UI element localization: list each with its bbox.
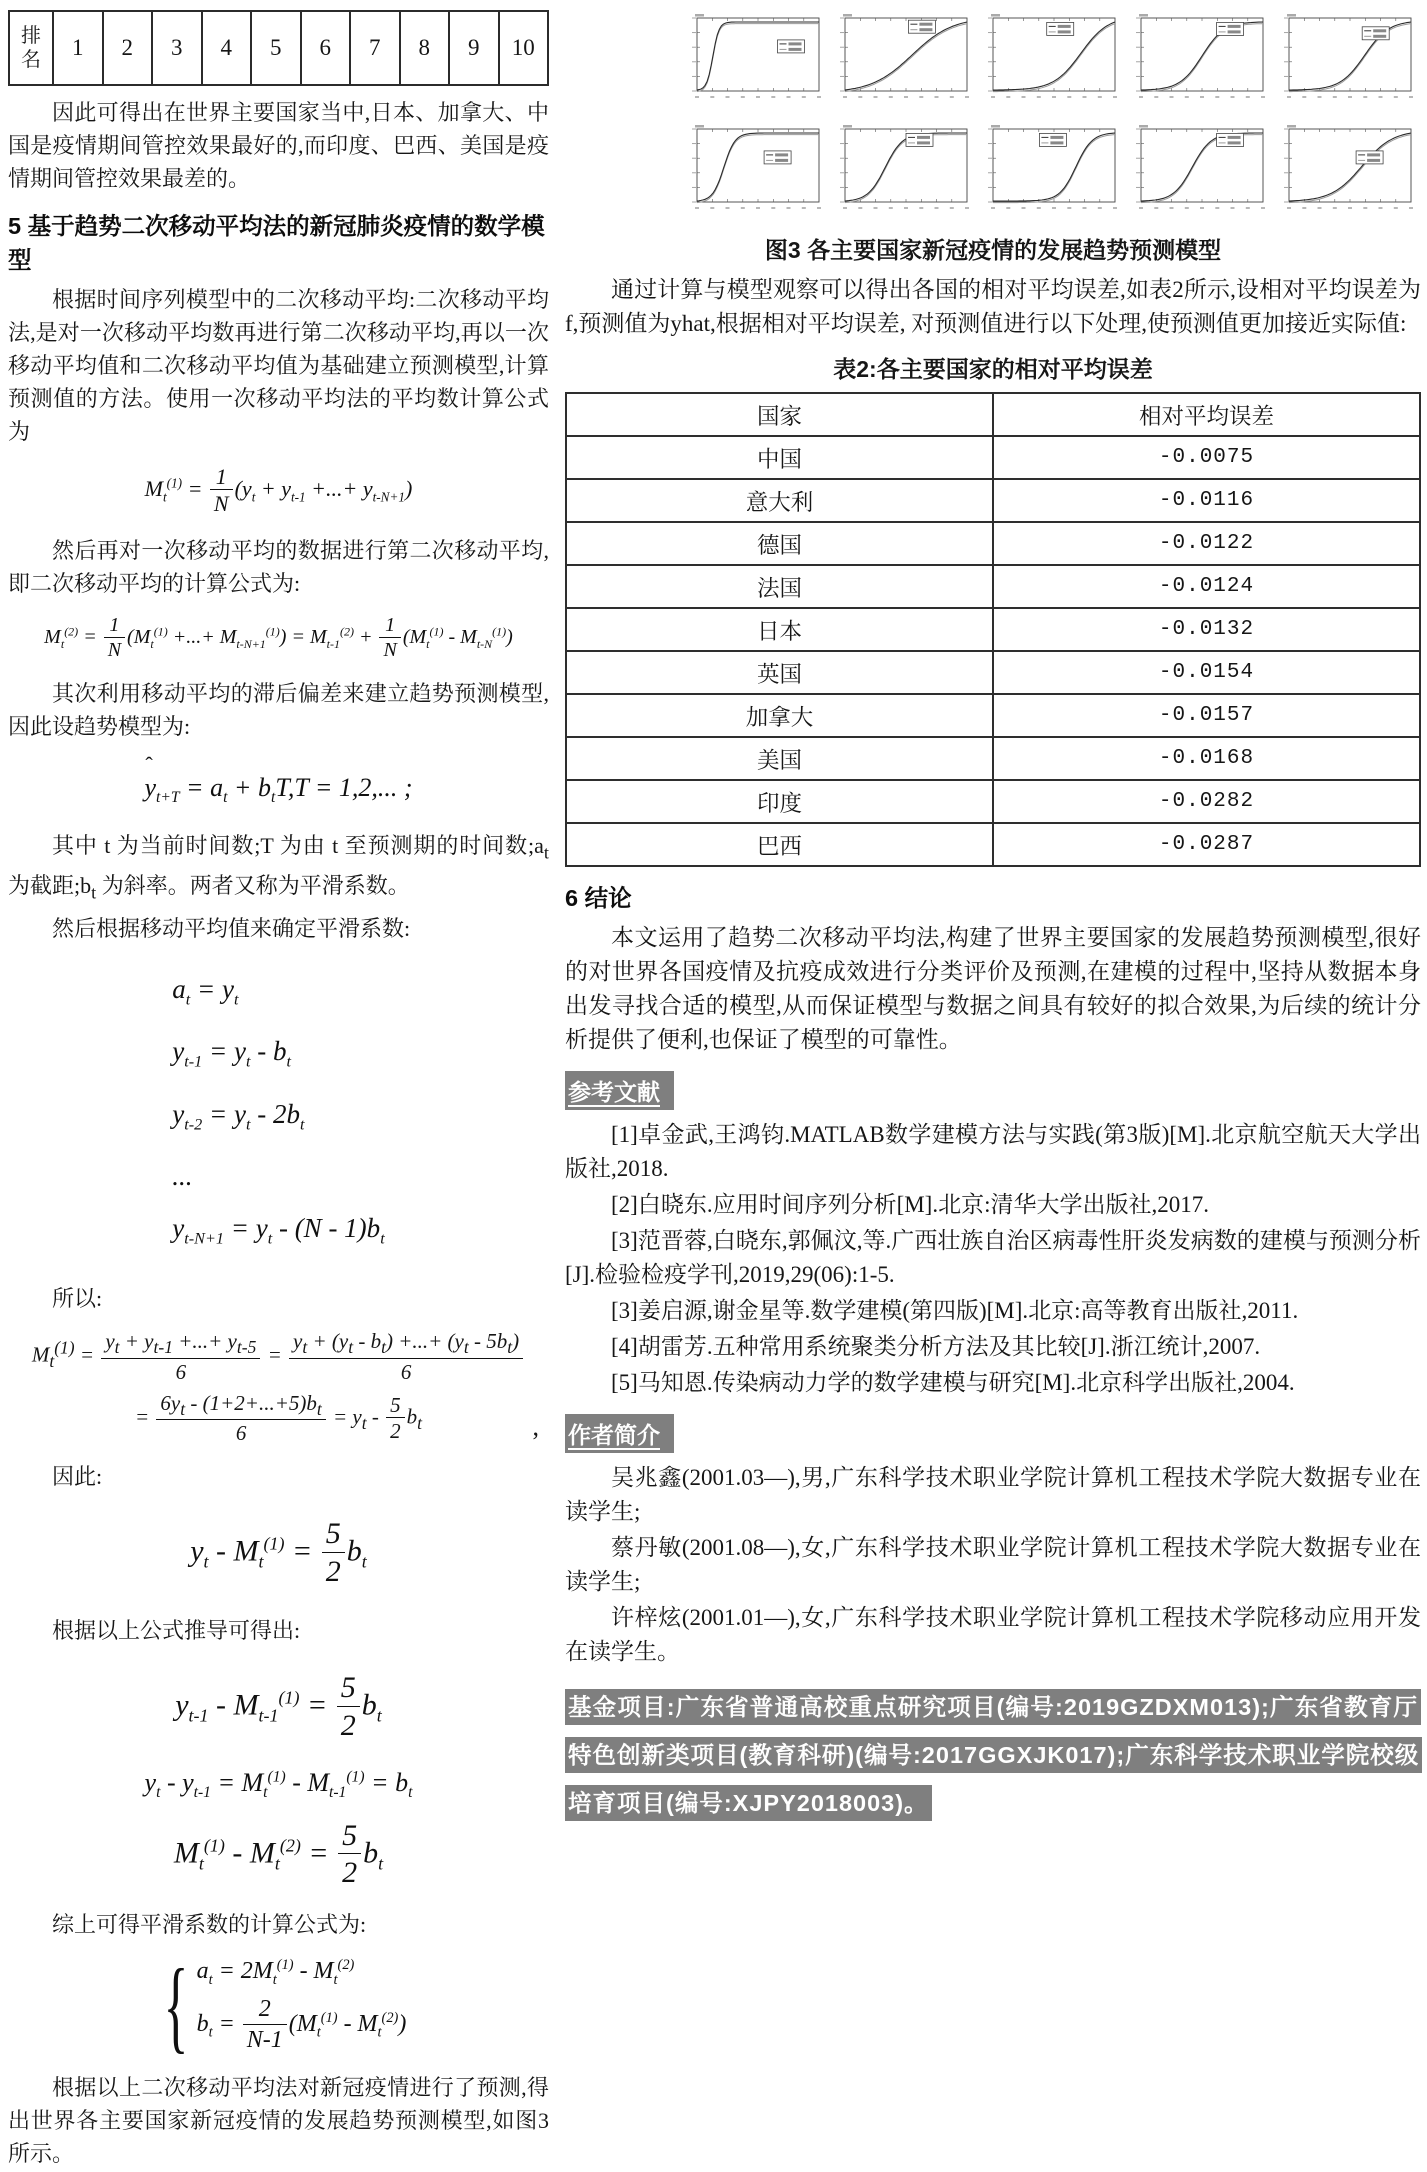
table2-intro-paragraph: 通过计算与模型观察可以得出各国的相对平均误差,如表2所示,设相对平均误差为f,预测值为yhat,根据相对平均误差, 对预测值进行以下处理,使预测值更加接近实际值:: [565, 277, 1421, 336]
table2-error-cell: -0.0154: [993, 651, 1420, 694]
figure3-chart-grid: [683, 14, 1421, 222]
table2-row: [566, 694, 1420, 737]
derivation-paragraph: 根据以上公式推导可得出:: [52, 1618, 301, 1644]
table2-row: [566, 608, 1420, 651]
formula-m1-expansion: [8, 1329, 549, 1446]
formula-line: $y_{t-1} = y_t - b_t$: [172, 1036, 291, 1071]
formula-line: $y_{t-N+1} = y_t - (N - 1)b_t$: [172, 1212, 385, 1248]
table2-row: [566, 780, 1420, 823]
table2-row: [566, 737, 1420, 780]
reference-item: [3]范晋蓉,白晓东,郭佩汶,等.广西壮族自治区病毒性肝炎发病数的建模与预测分析[J].检验检疫学刊,2019,29(06):1-5.: [565, 1228, 1421, 1287]
table2-country-cell: 加拿大: [566, 694, 993, 737]
rank-cell: 7: [350, 11, 400, 85]
formula-line: $a_t = 2M_t^{(1)} - M_t^{(2)}$: [196, 1956, 355, 1988]
yinci-label: 因此:: [52, 1464, 103, 1490]
table2-header-row: [566, 393, 1420, 436]
author-bio-item: 蔡丹敏(2001.08—),女,广东科学技术职业学院计算机工程技术学院大数据专业在读学生;: [565, 1535, 1421, 1594]
formula-coefficient-system: [8, 1948, 549, 2064]
figure3-panel-7: [831, 125, 970, 222]
figure3-panel-3: [979, 14, 1118, 111]
author-bio-item: 许梓炫(2001.01—),女,广东科学技术职业学院计算机工程技术学院移动应用开发在读学生。: [565, 1605, 1421, 1664]
formula-lag-difference: $y_t - M_t^{(1)}$ = $\frac{5}{2}$ $b_t$: [8, 1517, 549, 1590]
table2-country-cell: 美国: [566, 737, 993, 780]
reference-item: [5]马知恩.传染病动力学的数学建模与研究[M].北京科学出版社,2004.: [611, 1370, 1295, 1395]
author-bio-item: 吴兆鑫(2001.03—),男,广东科学技术职业学院计算机工程技术学院大数据专业在读学生;: [565, 1465, 1421, 1524]
table2-country-cell: 日本: [566, 608, 993, 651]
funding-text: 基金项目:广东省普通高校重点研究项目(编号:2019GZDXM013);广东省教育厅特色创新类项目(教育科研)(编号:2017GGXJK017);广东科学技术职业学院校级培育项目(编号:XJPY2018003)。: [565, 1689, 1422, 1821]
figure3-panel-10: [1275, 125, 1414, 222]
figure3-panel-5: [1275, 14, 1414, 111]
funding-paragraph: [565, 1685, 1421, 1829]
formula-first-moving-average: $M_t^{(1)}$ = $\frac{1}{N}$ ($y_t + y_{t-1}$ +...+ $y_{t-N+1}$): [144, 464, 413, 517]
table2-country-cell: 中国: [566, 436, 993, 479]
formula-line: = $\frac{6y_t - (1+2+...+5)b_t}{6}$ = $y_t$ - $\frac{5}{2}$ $b_t$: [135, 1390, 422, 1446]
table2-country-cell: 意大利: [566, 479, 993, 522]
reference-item: [2]白晓东.应用时间序列分析[M].北京:清华大学出版社,2017.: [611, 1192, 1209, 1217]
table2-row: [566, 436, 1420, 479]
rank-cell: 9: [449, 11, 499, 85]
table2-country-cell: 巴西: [566, 823, 993, 866]
table2-row: [566, 522, 1420, 565]
figure3-panel-8: [979, 125, 1118, 222]
formula-derived-3: $M_t^{(1)} - M_t^{(2)}$ = $\frac{5}{2}$ $b_t$: [8, 1819, 549, 1892]
symbols-definition-paragraph: 其中 t 为当前时间数;T 为由 t 至预测期的时间数$;a_t$ 为截距$;b_t$ 为斜率。两者又称为平滑系数。: [8, 832, 549, 903]
right-column: [565, 4, 1421, 1829]
formula-system-smoothing: [8, 963, 549, 1265]
section6-heading: 6 结论: [565, 885, 632, 911]
rank-cell: 8: [400, 11, 450, 85]
table2-country-cell: 德国: [566, 522, 993, 565]
figure3-panel-4: [1127, 14, 1266, 111]
section5-heading: 5 基于趋势二次移动平均法的新冠肺炎疫情的数学模型: [8, 213, 545, 273]
formula-second-moving-average: $M_t^{(2)}$ = $\frac{1}{N}$ ($M_t^{(1)}$ +...+ $M_{t-N+1}^{(1)}) = M_{t-1}^{(2)}$ + $\frac{1}{N}$ $(M_t^{(1)} - M_{t-N}^{(1)})$: [44, 613, 513, 661]
second-moving-average-paragraph: 然后再对一次移动平均的数据进行第二次移动平均,即二次移动平均的计算公式为:: [8, 537, 549, 596]
reference-item: [4]胡雷芳.五种常用系统聚类分析方法及其比较[J].浙江统计,2007.: [611, 1334, 1261, 1359]
rank-cell: 10: [499, 11, 549, 85]
moving-average-intro-paragraph: 根据时间序列模型中的二次移动平均:二次移动平均法,是对一次移动平均数再进行第二次移动平均,再以一次移动平均值和二次移动平均值为基础建立预测模型,计算预测值的方法。使用一次移动平均法的平均数计算公式为: [8, 287, 549, 444]
figure3-panel-6: [683, 125, 822, 222]
figure3-panel-1: [683, 14, 822, 111]
conclusion-paragraph: 本文运用了趋势二次移动平均法,构建了世界主要国家的发展趋势预测模型,很好的对世界各国疫情及抗疫成效进行分类评价及预测,在建模的过程中,坚持从数据本身出发寻找合适的模型,从而保证模型与数据之间具有较好的拟合效果,为后续的统计分析提供了便利,也保证了模型的可靠性。: [565, 925, 1421, 1052]
table2-error-cell: -0.0168: [993, 737, 1420, 780]
table2-caption: 表2:各主要国家的相对平均误差: [833, 356, 1153, 382]
table2-error-cell: -0.0124: [993, 565, 1420, 608]
formula-stack: [172, 963, 384, 1265]
table2-country-cell: 印度: [566, 780, 993, 823]
references-list: [565, 1118, 1421, 1400]
rank-cell: 1: [53, 11, 103, 85]
prediction-closing-paragraph: 根据以上二次移动平均法对新冠疫情进行了预测,得出世界各主要国家新冠疫情的发展趋势预测模型,如图3所示。: [8, 2075, 549, 2167]
formula-derived-2: $y_t - y_{t-1} = M_t^{(1)} - M_{t-1}^{(1)} = b_t$: [144, 1768, 413, 1802]
trailing-comma: ,: [532, 1412, 539, 1442]
table2-error-cell: -0.0116: [993, 479, 1420, 522]
figure3-caption: 图3 各主要国家新冠疫情的发展趋势预测模型: [764, 237, 1222, 263]
rank-cell: 5: [251, 11, 301, 85]
reference-item: [1]卓金武,王鸿钧.MATLAB数学建模方法与实践(第3版)[M].北京航空航天大学出版社,2018.: [565, 1122, 1421, 1181]
figure3-panel-9: [1127, 125, 1266, 222]
table2-header-country: 国家: [566, 393, 993, 436]
table2-country-cell: 英国: [566, 651, 993, 694]
system-brace: {: [163, 1948, 189, 2064]
table2-error-cell: -0.0157: [993, 694, 1420, 737]
table2-row: [566, 565, 1420, 608]
authors-heading: 作者简介: [565, 1414, 674, 1453]
references-heading: 参考文献: [565, 1071, 674, 1110]
rank-summary-paragraph: 因此可得出在世界主要国家当中,日本、加拿大、中国是疫情期间管控效果最好的,而印度、巴西、美国是疫情期间管控效果最差的。: [8, 100, 549, 191]
table2-error-cell: -0.0287: [993, 823, 1420, 866]
rank-table: [8, 10, 549, 86]
table2-relative-error: [565, 392, 1421, 867]
formula-line: ...: [172, 1160, 193, 1191]
table2-error-cell: -0.0075: [993, 436, 1420, 479]
table2-error-cell: -0.0132: [993, 608, 1420, 651]
formula-line: $M_t^{(1)}$ = $\frac{y_t + y_{t-1} +...+ y_{t-5}}{6}$ = $\frac{y_t + (y_t - b_t) +...+ (y_t - 5b_t)}{6}$: [8, 1329, 549, 1385]
formula-line: $a_t = y_t$: [172, 973, 239, 1009]
left-column: [8, 8, 549, 2172]
table2-error-cell: -0.0282: [993, 780, 1420, 823]
rank-cell: 3: [152, 11, 202, 85]
table2-row: [566, 651, 1420, 694]
table2-error-cell: -0.0122: [993, 522, 1420, 565]
table2-country-cell: 法国: [566, 565, 993, 608]
equation-system: [151, 1948, 407, 2064]
formula-line: $b_t$ = $\frac{2}{N-1}$ $(M_t^{(1)} - M_t^{(2)})$: [196, 1996, 407, 2054]
table2-row: [566, 823, 1420, 866]
authors-list: [565, 1461, 1421, 1669]
table2-header-error: 相对平均误差: [993, 393, 1420, 436]
smoothing-coefficient-paragraph: 然后根据移动平均值来确定平滑系数:: [52, 915, 411, 941]
reference-item: [3]姜启源,谢金星等.数学建模(第四版)[M].北京:高等教育出版社,2011.: [611, 1298, 1299, 1323]
suoyi-label: 所以:: [52, 1286, 103, 1312]
figure3-panel-2: [831, 14, 970, 111]
rank-cell: 4: [202, 11, 252, 85]
formula-derived-1: $y_{t-1} - M_{t-1}^{(1)}$ = $\frac{5}{2}$ $b_t$: [8, 1671, 549, 1744]
rank-table-label: 排名: [9, 11, 53, 85]
rank-cell: 6: [301, 11, 351, 85]
formula-line: $y_{t-2} = y_t - 2b_t$: [172, 1098, 305, 1133]
trend-model-paragraph: 其次利用移动平均的滞后偏差来建立趋势预测模型,因此设趋势模型为:: [8, 680, 549, 739]
summary-coefficients-paragraph: 综上可得平滑系数的计算公式为:: [52, 1911, 367, 1937]
table2-row: [566, 479, 1420, 522]
system-lines: [197, 1957, 407, 2055]
formula-trend-model: ˆ $y_{t+T} = a_t + b_tT,T = 1,2$,... ;: [8, 773, 549, 807]
rank-cell: 2: [103, 11, 153, 85]
